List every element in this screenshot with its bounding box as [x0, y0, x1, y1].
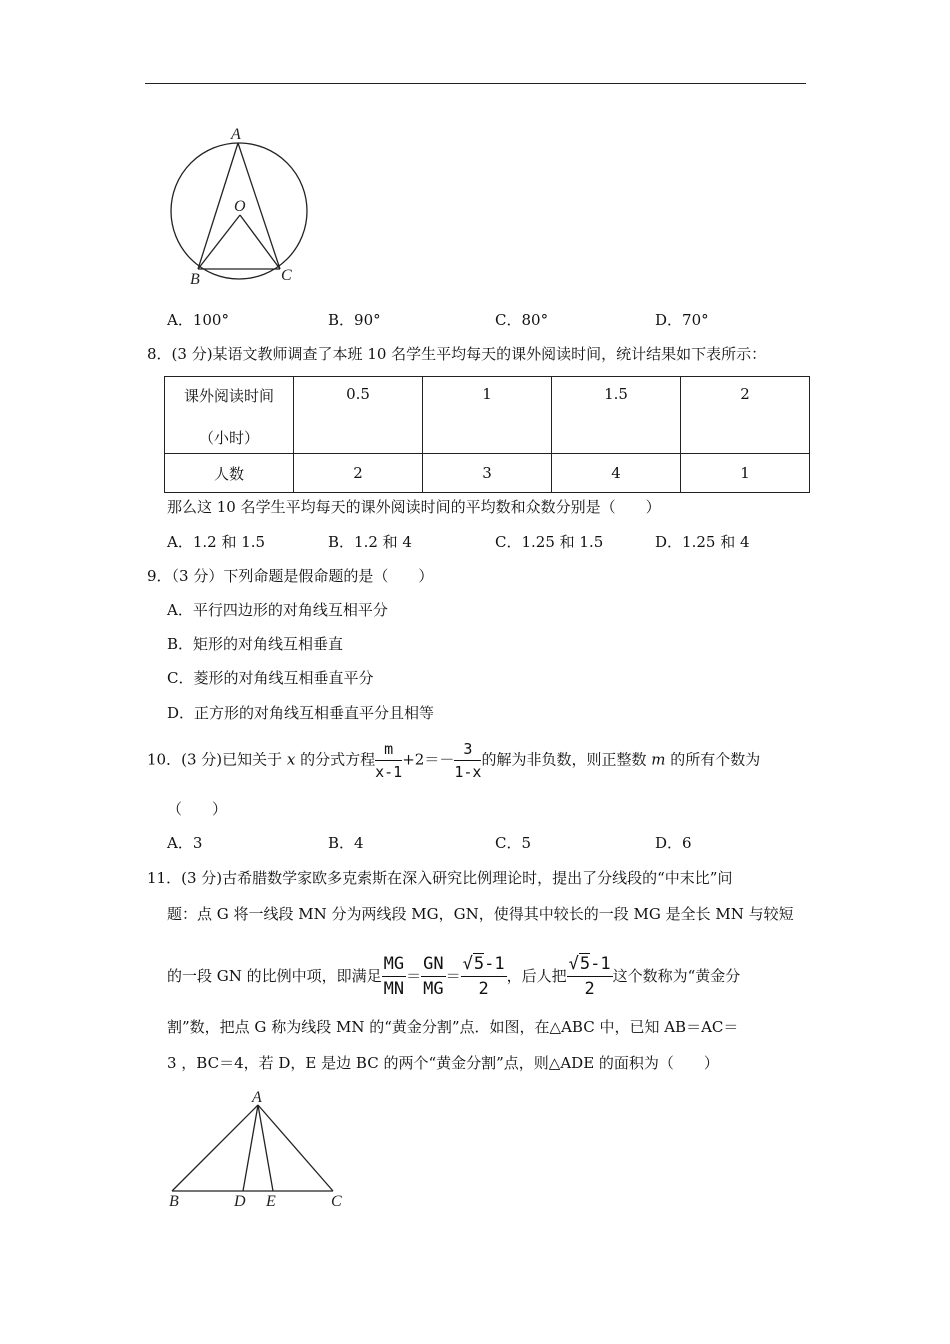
q11-line-5: 3 ，BC＝4，若 D，E 是边 BC 的两个“黄金分割”点，则△ADE 的面积为（ ） — [167, 1054, 719, 1072]
segment-ae — [258, 1105, 273, 1191]
q10-option-c: C．5 — [495, 834, 532, 852]
label-b: B — [169, 1193, 179, 1210]
fraction-3-over-1-minus-x: $\frac{3}{1-x}$ — [454, 740, 482, 781]
label-a: A — [231, 126, 241, 143]
segment-ac — [258, 1105, 333, 1191]
fraction-golden-ratio: $\frac{√5-1}{2}$ — [462, 954, 505, 1000]
table-cell: 4 — [552, 454, 681, 493]
header-line-1: 课外阅读时间 — [183, 387, 274, 405]
header-line-2: （小时） — [198, 429, 259, 447]
q8-stem: 8．(3 分)某语文教师调查了本班 10 名学生平均每天的课外阅读时间，统计结果如下表所示： — [147, 345, 767, 363]
q10-paren: （ ） — [167, 800, 228, 818]
label-c: C — [331, 1193, 342, 1210]
q9-stem: 9．（3 分）下列命题是假命题的是（ ） — [147, 567, 434, 585]
table-cell: 3 — [423, 454, 552, 493]
segment-oc — [240, 215, 280, 269]
table-header-cell: 人数 — [165, 454, 294, 493]
q7-option-b: B．90° — [328, 311, 381, 329]
segment-ab — [198, 143, 238, 269]
label-a: A — [252, 1089, 262, 1106]
q10-option-b: B．4 — [328, 834, 364, 852]
triangle-figure — [160, 1085, 360, 1215]
q8-option-d: D．1.25 和 4 — [655, 533, 750, 551]
header-rule — [145, 83, 806, 84]
table-cell: 1 — [681, 454, 810, 493]
label-o: O — [234, 198, 246, 215]
label-d: D — [234, 1193, 246, 1210]
table-cell: 0.5 — [294, 377, 423, 454]
table-row — [165, 377, 810, 454]
q8-option-a: A．1.2 和 1.5 — [167, 533, 266, 551]
q9-option-d: D．正方形的对角线互相垂直平分且相等 — [167, 704, 435, 722]
q9-option-a: A．平行四边形的对角线互相平分 — [167, 601, 388, 619]
table-cell: 1.5 — [552, 377, 681, 454]
table-cell: 2 — [294, 454, 423, 493]
q10-option-a: A．3 — [167, 834, 203, 852]
q11-line-2: 题：点 G 将一线段 MN 分为两线段 MG，GN，使得其中较长的一段 MG 是全长 MN 与较短 — [167, 905, 794, 923]
q7-option-c: C．80° — [495, 311, 549, 329]
segment-ob — [198, 215, 240, 269]
q9-option-b: B．矩形的对角线互相垂直 — [167, 635, 344, 653]
label-c: C — [281, 267, 292, 284]
q11-line-1: 11．(3 分)古希腊数学家欧多克索斯在深入研究比例理论时，提出了分线段的“中末比”问 — [147, 869, 733, 887]
q9-option-c: C．菱形的对角线互相垂直平分 — [167, 669, 374, 687]
q11-line-4: 割”数，把点 G 称为线段 MN 的“黄金分割”点．如图，在△ABC 中，已知 AB＝AC＝ — [167, 1018, 739, 1036]
fraction-gn-over-mg: $\frac{GN}{MG}$ — [423, 954, 444, 1000]
q11-line-3: 的一段 GN 的比例中项，即满足 $\frac{MG}{MN}$ ＝ $\frac{GN}{MG}$ ＝ $\frac{√5-1}{2}$ ，后人把 $\frac{√5-1}{2}$ 这个数称为“黄金分 — [167, 954, 741, 1000]
q10-stem: 10．(3 分)已知关于 x 的分式方程 $\frac{m}{x-1}$ +2＝－ $\frac{3}{1-x}$ 的解为非负数，则正整数 m 的所有个数为 — [147, 740, 761, 781]
table-cell: 1 — [423, 377, 552, 454]
q7-option-d: D．70° — [655, 311, 709, 329]
table-header-cell — [165, 377, 294, 454]
label-b: B — [190, 271, 200, 288]
fraction-mg-over-mn: $\frac{MG}{MN}$ — [383, 954, 405, 1000]
q7-option-a: A．100° — [167, 311, 229, 329]
circle-figure — [160, 120, 320, 290]
table-cell: 2 — [681, 377, 810, 454]
reading-time-table — [164, 376, 810, 493]
table-row — [165, 454, 810, 493]
q8-question: 那么这 10 名学生平均每天的课外阅读时间的平均数和众数分别是（ ） — [167, 498, 661, 516]
fraction-m-over-x-minus-1: $\frac{m}{x-1}$ — [375, 740, 403, 781]
fraction-golden-ratio-2: $\frac{√5-1}{2}$ — [568, 954, 611, 1000]
q8-option-c: C．1.25 和 1.5 — [495, 533, 604, 551]
q8-option-b: B．1.2 和 4 — [328, 533, 412, 551]
q10-option-d: D．6 — [655, 834, 692, 852]
label-e: E — [266, 1193, 276, 1210]
